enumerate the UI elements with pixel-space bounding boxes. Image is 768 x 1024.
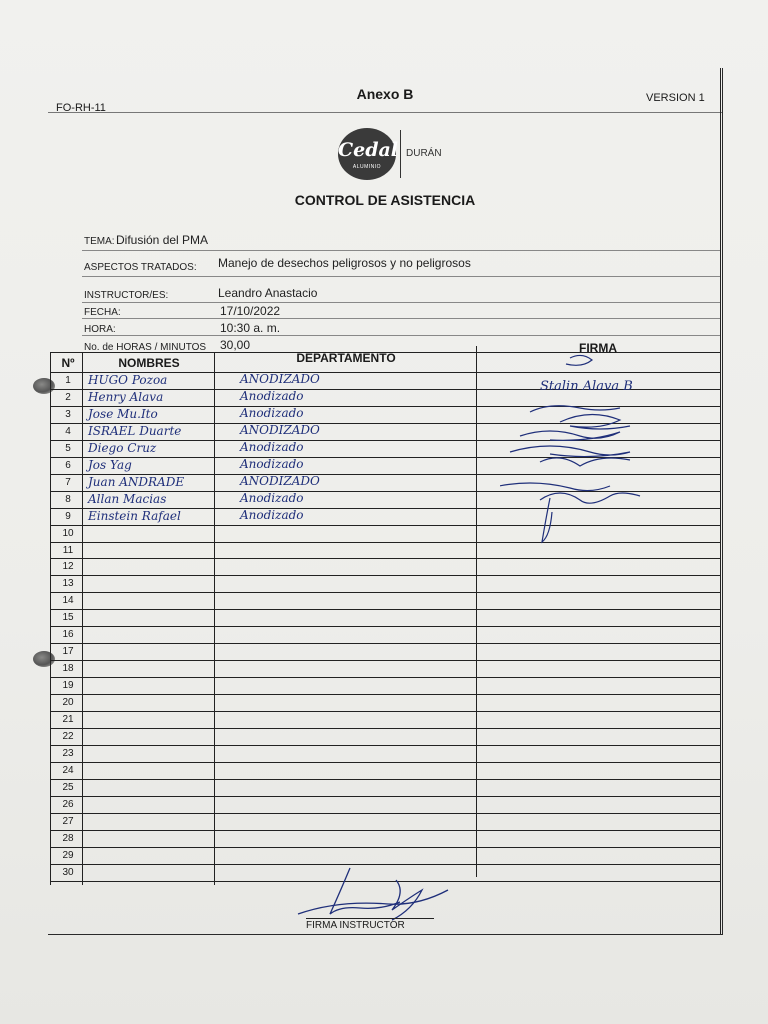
row-number: 16 (62, 629, 74, 640)
row-name: Allan Macias (88, 492, 167, 506)
row-number: 8 (65, 494, 71, 505)
row-number: 15 (62, 612, 74, 623)
row-number: 11 (62, 545, 74, 556)
row-name: Jos Yag (88, 458, 132, 472)
table-row-rule (50, 813, 720, 814)
table-row-rule (50, 728, 720, 729)
field-rule (82, 302, 720, 303)
header-num: Nº (61, 356, 75, 370)
cedal-logo (338, 128, 399, 180)
tema-label: TEMA: (84, 236, 115, 247)
table-row-rule (50, 847, 720, 848)
signature-stroke (560, 414, 630, 429)
row-number: 27 (62, 816, 74, 827)
table-row-rule (50, 745, 720, 746)
row-number: 14 (62, 595, 74, 606)
row-name: Juan ANDRADE (88, 475, 185, 489)
row-number: 4 (65, 426, 71, 437)
row-number: 26 (62, 799, 74, 810)
row-number: 3 (65, 409, 71, 420)
row-number: 9 (65, 511, 71, 522)
row-number: 12 (62, 561, 74, 572)
row-number: 25 (62, 782, 74, 793)
row-number: 10 (62, 528, 74, 539)
signature-stroke (540, 458, 630, 466)
row-department: Anodizado (240, 457, 304, 471)
row-number: 22 (62, 731, 74, 742)
signature-stroke (520, 431, 620, 440)
form-code: FO-RH-11 (56, 102, 106, 114)
row-number: 28 (62, 833, 74, 844)
table-row-rule (50, 796, 720, 797)
row-number: 1 (65, 375, 71, 386)
row-number: 23 (62, 748, 74, 759)
tema-value: Difusión del PMA (116, 233, 209, 247)
header-names: NOMBRES (118, 356, 180, 370)
signature-text: Stalin Alava B (540, 379, 633, 394)
field-rule (82, 276, 720, 277)
table-row-rule (50, 779, 720, 780)
annex-title: Anexo B (356, 86, 414, 102)
header-dept: DEPARTAMENTO (296, 351, 396, 365)
row-number: 6 (65, 460, 71, 471)
instructor-value: Leandro Anastacio (218, 286, 318, 300)
row-department: ANODIZADO (240, 423, 320, 437)
row-number: 7 (65, 477, 71, 488)
table-row-rule (50, 643, 720, 644)
table-row-rule (50, 711, 720, 712)
aspectos-value: Manejo de desechos peligrosos y no peligrosos (218, 256, 471, 270)
table-row-rule (50, 660, 720, 661)
col-line (214, 352, 215, 885)
row-number: 2 (65, 392, 71, 403)
row-number: 13 (62, 578, 74, 589)
fecha-value: 17/10/2022 (220, 304, 281, 318)
table-row-rule (50, 677, 720, 678)
instructor-signature-line (306, 918, 434, 919)
logo-city: DURÁN (406, 148, 442, 159)
logo-subtext: ALUMINIO (352, 164, 382, 170)
row-name: Henry Alava (88, 390, 164, 404)
table-row-rule (50, 694, 720, 695)
row-department: Anodizado (240, 440, 304, 454)
field-rule (82, 318, 720, 319)
instructor-signature-label: FIRMA INSTRUCTOR (306, 920, 405, 931)
header-sign: FIRMA (579, 341, 617, 355)
row-number: 24 (62, 765, 74, 776)
row-number: 18 (62, 663, 74, 674)
row-number: 30 (62, 867, 74, 878)
signature-stroke (530, 406, 620, 412)
field-rule (82, 250, 720, 251)
aspectos-label: ASPECTOS TRATADOS: (84, 262, 197, 273)
row-name: HUGO Pozoa (88, 373, 168, 387)
signature-stroke (510, 446, 630, 457)
instructor-signature (296, 862, 456, 926)
row-department: Anodizado (240, 508, 304, 522)
row-department: Anodizado (240, 406, 304, 420)
row-number: 21 (62, 714, 74, 725)
instructor-label: INSTRUCTOR/ES: (84, 290, 169, 301)
row-number: 20 (62, 697, 74, 708)
row-number: 17 (62, 646, 74, 657)
signature-stroke (500, 483, 610, 491)
form-right-border (720, 68, 721, 934)
table-row-rule (50, 558, 720, 559)
row-department: Anodizado (240, 389, 304, 403)
hora-value: 10:30 a. m. (220, 321, 281, 335)
hora-label: HORA: (84, 324, 116, 335)
row-name: ISRAEL Duarte (88, 424, 182, 438)
row-department: ANODIZADO (240, 372, 320, 386)
table-row-rule (50, 830, 720, 831)
field-rule (82, 335, 720, 336)
horas-value: 30,00 (220, 338, 251, 352)
col-line (476, 346, 477, 877)
row-department: ANODIZADO (240, 474, 320, 488)
signature-stroke (566, 355, 592, 365)
row-number: 5 (65, 443, 71, 454)
row-department: Anodizado (240, 491, 304, 505)
table-row-rule (50, 575, 720, 576)
row-number: 19 (62, 680, 74, 691)
table-row-rule (50, 762, 720, 763)
horas-label: No. de HORAS / MINUTOS (84, 342, 207, 353)
table-row-rule (50, 592, 720, 593)
logo-text: Cedal (338, 139, 399, 161)
table-row-rule (50, 626, 720, 627)
fecha-label: FECHA: (84, 307, 121, 318)
signatures-column (500, 350, 680, 550)
row-name: Diego Cruz (88, 441, 157, 455)
logo-divider (400, 130, 401, 178)
form-version: VERSION 1 (646, 92, 705, 104)
col-line (82, 352, 83, 885)
header-rule (48, 112, 722, 113)
signature-stroke (540, 493, 640, 503)
signature-stroke (542, 498, 552, 542)
row-number: 29 (62, 850, 74, 861)
col-line (50, 352, 51, 885)
form-title: CONTROL DE ASISTENCIA (294, 192, 476, 208)
table-row-rule (50, 609, 720, 610)
row-name: Jose Mu.Ito (88, 407, 158, 421)
row-name: Einstein Rafael (88, 509, 181, 523)
